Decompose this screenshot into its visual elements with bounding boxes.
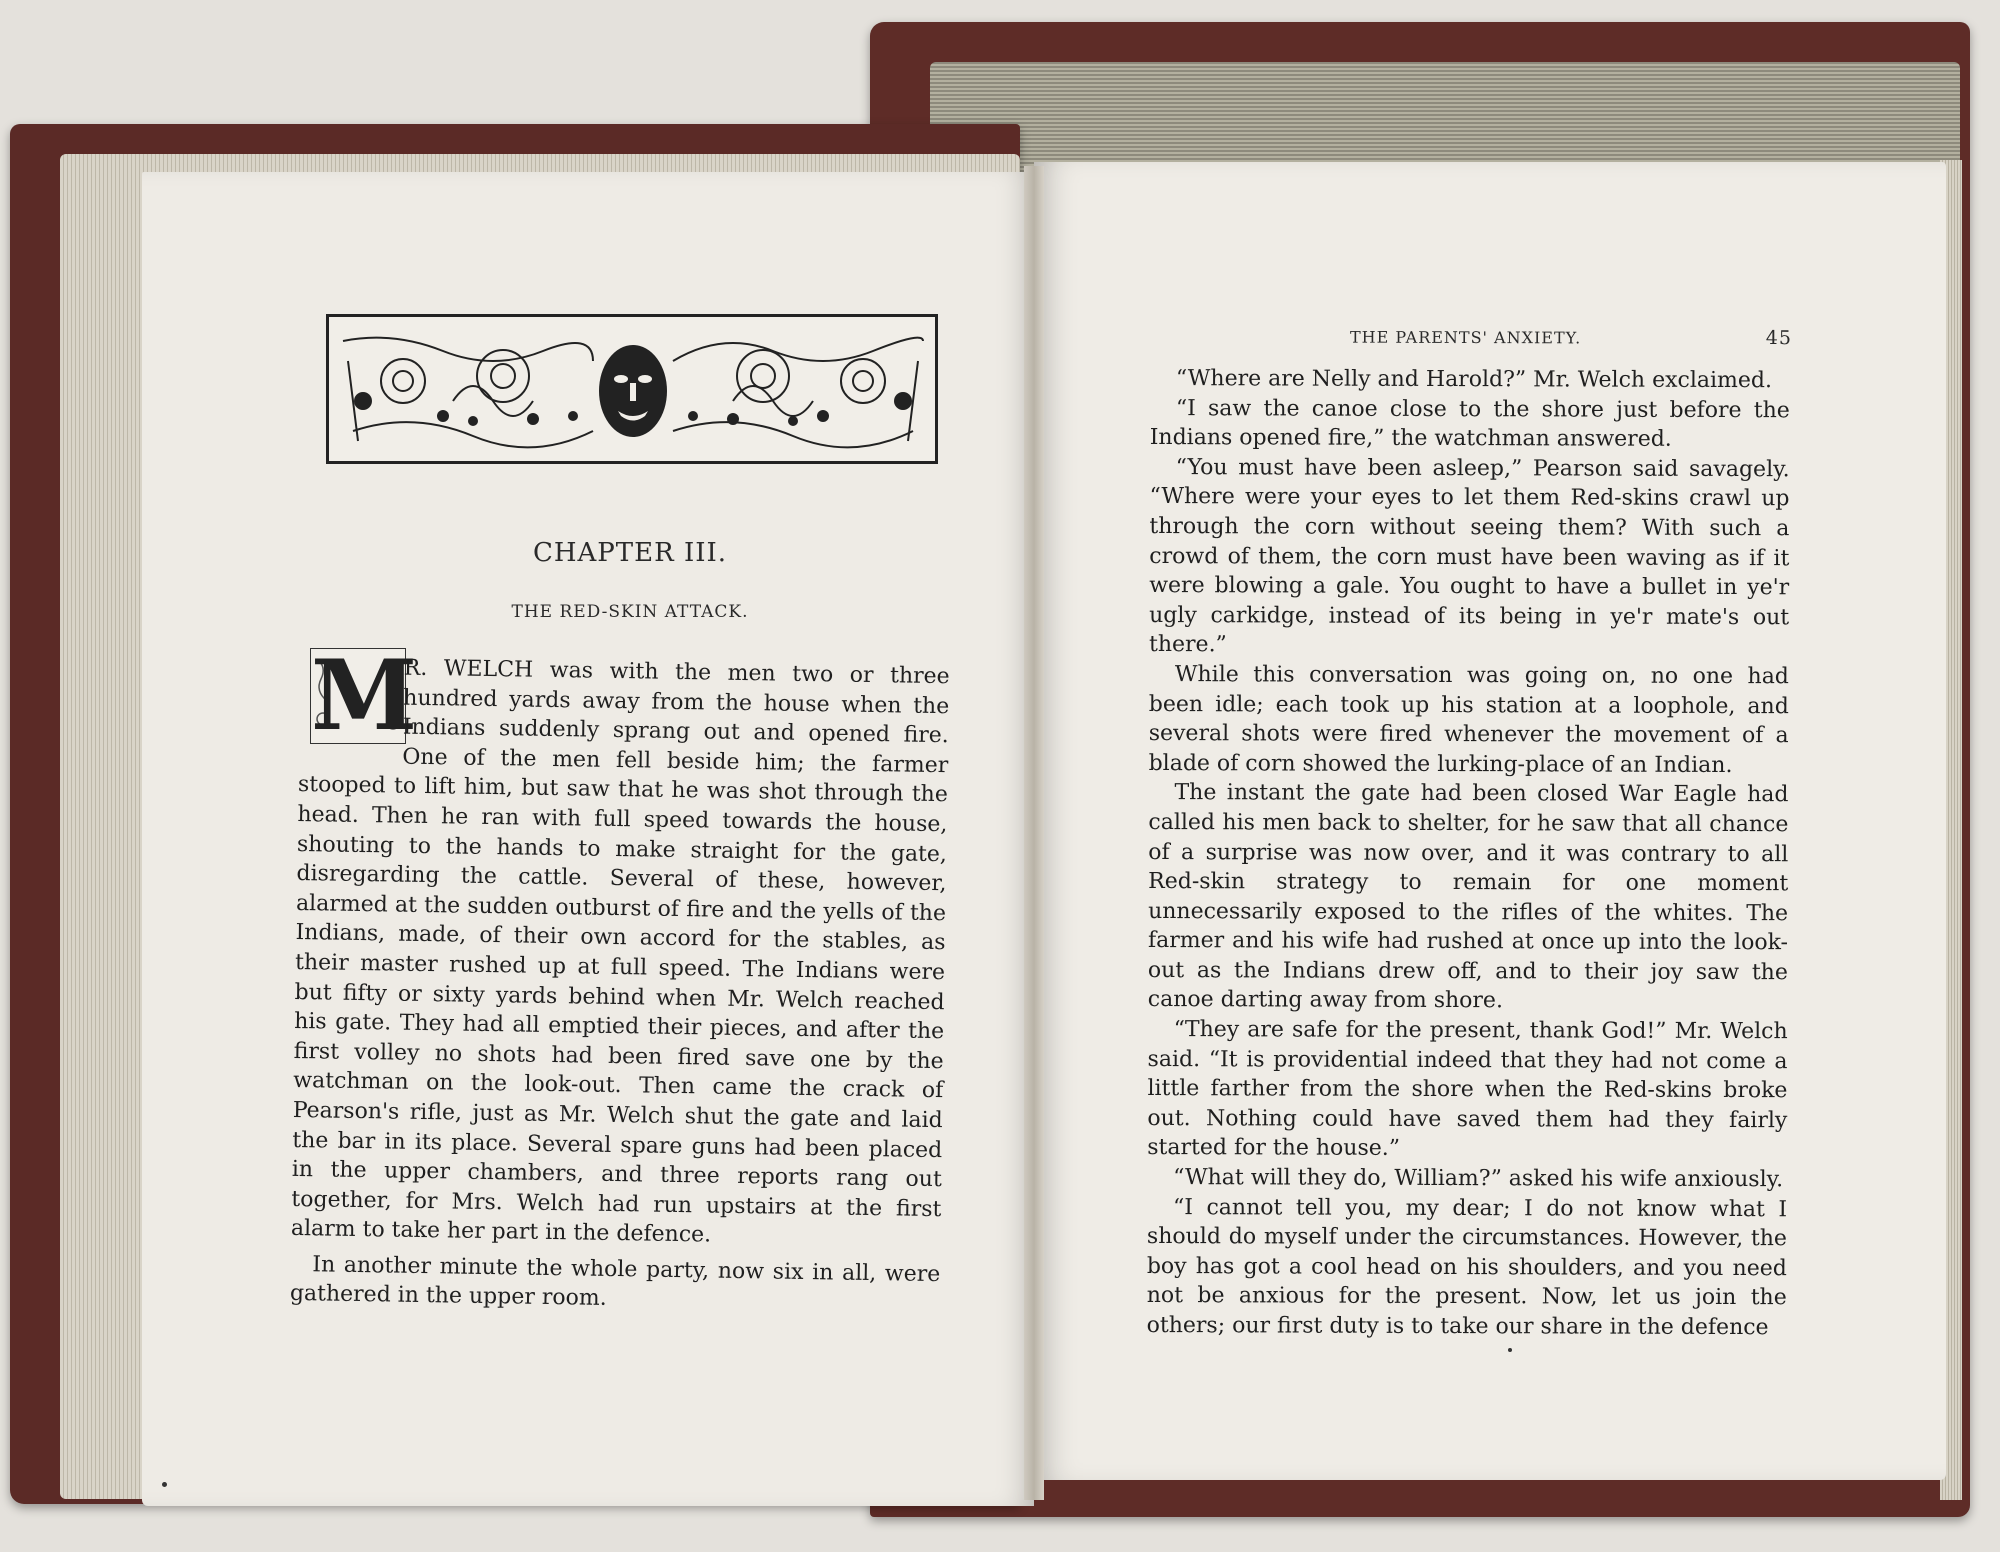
left-page-body (290, 652, 950, 1319)
paragraph: While this conversation was going on, no one had been idle; each took up his station at a loophole, and several shots were fired whenever the movement of a blade of corn showed the lurking-place of an Indian. (1148, 662, 1789, 778)
book-gutter (1024, 166, 1044, 1500)
right-page-body (1147, 364, 1790, 1343)
paragraph: “Where are Nelly and Harold?” Mr. Welch exclaimed. (1175, 366, 1773, 394)
running-title: THE PARENTS' ANXIETY. (1349, 327, 1582, 348)
paragraph: The instant the gate had been closed War Eagle had called his men back to shelter, for he saw that all chance of a surprise was now over, and it was contrary to all Red-skin strategy to remain for one moment unnecessarily exposed to the rifles of the whites. The farmer and his wife had rushed at once up into the look-out as the Indians drew off, and to their joy saw the canoe darting away from shore. (1147, 780, 1789, 1014)
paragraph: In another minute the whole party, now six in all, were gathered in the upper room. (289, 1252, 941, 1312)
page-edges-top (930, 62, 1960, 172)
paragraph: “You must have been asleep,” Pearson said savagely. “Where were your eyes to let them Red-skins crawl up through the corn without seeing them? With such a crowd of them, the corn must have been waving as if it were blowing a gale. You ought to have a bullet in ye'r ugly carkidge, instead of its being in ye'r mate's out there.” (1148, 454, 1790, 658)
paragraph: “I cannot tell you, my dear; I do not know what I should do myself under the circumstances. However, the boy has got a cool head on his shoulders, and you need not be anxious for the present. Now, let us join the others; our first duty is to take our share in the defence (1146, 1194, 1788, 1341)
page-speck (162, 1482, 167, 1487)
chapter-subtitle: THE RED-SKIN ATTACK. (511, 602, 749, 622)
ornamental-headpiece-icon (326, 314, 938, 464)
paragraph: “I saw the canoe close to the shore just before the Indians opened fire,” the watchman answered. (1149, 395, 1790, 453)
chapter-title: CHAPTER III. (532, 538, 728, 568)
paragraph: “They are safe for the present, thank God!” Mr. Welch said. “It is providential indeed that they had not come a little farther from the shore when the Red-skins broke out. Nothing could have saved them had they fairly started for the house.” (1147, 1017, 1788, 1162)
page-speck (1508, 1348, 1512, 1352)
paragraph: R. WELCH was with the men two or three hundred yards away from the house when the Indians suddenly sprang out and opened fire. One of the men fell beside him; the farmer stooped to lift him, but saw that he was shot through the head. Then he ran with full speed towards the house, shouting to the hands to make straight for the gate, disregarding the cattle. Several of these, however, alarmed at the sudden outburst of fire and the yells of the Indians, made, of their own accord for the stables, as their master rushed up at full speed. The Indians were but fifty or sixty yards behind when Mr. Welch reached his gate. They had all emptied their pieces, and after the first volley no shots had been fired save one by the watchman on the look-out. Then came the crack of Pearson's rifle, just as Mr. Welch shut the gate and laid the bar in its place. Several spare guns had been placed in the upper chambers, and three reports rang out together, for Mrs. Welch had run upstairs at the first alarm to take her part in the defence. (290, 655, 950, 1248)
page-number: 45 (1765, 327, 1793, 350)
paragraph: “What will they do, William?” asked his wife anxiously. (1173, 1165, 1784, 1193)
dropcap-letter: M (311, 639, 418, 752)
